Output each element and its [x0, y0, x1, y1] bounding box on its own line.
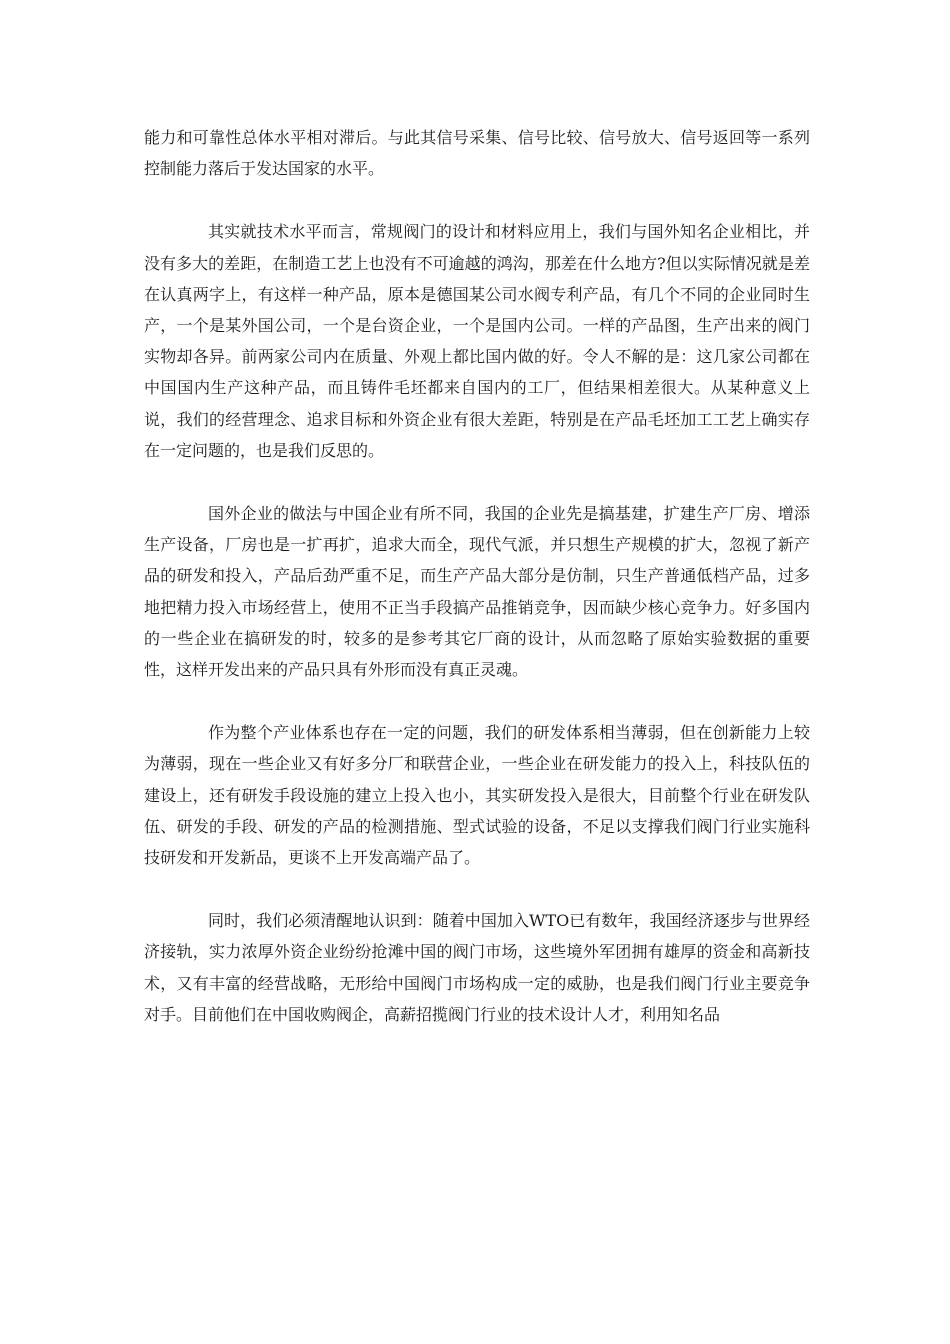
paragraph-2: 其实就技术水平而言，常规阀门的设计和材料应用上，我们与国外知名企业相比，并没有多大的差距，在制造工艺上也没有不可逾越的鸿沟，那差在什么地方?但以实际情况就是差在认真两字上，有这样一种产品，原本是德国某公司水阀专利产品，有几个不同的企业同时生产，一个是某外国公司，一个是台资企业，一个是国内公司。一样的产品图，生产出来的阀门实物却各异。前两家公司内在质量、外观上都比国内做的好。令人不解的是：这几家公司都在中国国内生产这种产品，而且铸件毛坯都来自国内的工厂，但结果相差很大。从某种意义上说，我们的经营理念、追求目标和外资企业有很大差距，特别是在产品毛坯加工工艺上确实存在一定问题的，也是我们反思的。: [144, 222, 810, 460]
paragraph-3: 国外企业的做法与中国企业有所不同，我国的企业先是搞基建，扩建生产厂房、增添生产设备，厂房也是一扩再扩，追求大而全，现代气派，并只想生产规模的扩大，忽视了新产品的研发和投入，产品后劲严重不足，而生产产品大部分是仿制，只生产普通低档产品，过多地把精力投入市场经营上，使用不正当手段搞产品推销竞争，因而缺少核心竞争力。好多国内的一些企业在搞研发的时，较多的是参考其它厂商的设计，从而忽略了原始实验数据的重要性，这样开发出来的产品只具有外形而没有真正灵魂。: [144, 504, 810, 680]
paragraph-1: 能力和可靠性总体水平相对滞后。与此其信号采集、信号比较、信号放大、信号返回等一系列控制能力落后于发达国家的水平。: [144, 128, 810, 179]
paragraph-5: 同时，我们必须清醒地认识到：随着中国加入WTO已有数年，我国经济逐步与世界经济接轨，实力浓厚外资企业纷纷抢滩中国的阀门市场，这些境外军团拥有雄厚的资金和高新技术，又有丰富的经营战略，无形给中国阀门市场构成一定的威胁，也是我们阀门行业主要竞争对手。目前他们在中国收购阀企，高薪招揽阀门行业的技术设计人才，利用知名品: [144, 911, 810, 1024]
document-body: [144, 122, 810, 1062]
paragraph-4: 作为整个产业体系也存在一定的问题，我们的研发体系相当薄弱，但在创新能力上较为薄弱，现在一些企业又有好多分厂和联营企业，一些企业在研发能力的投入上，科技队伍的建设上，还有研发手段设施的建立上投入也小，其实研发投入是很大，目前整个行业在研发队伍、研发的手段、研发的产品的检测措施、型式试验的设备，不足以支撑我们阀门行业实施科技研发和开发新品，更谈不上开发高端产品了。: [144, 723, 810, 868]
